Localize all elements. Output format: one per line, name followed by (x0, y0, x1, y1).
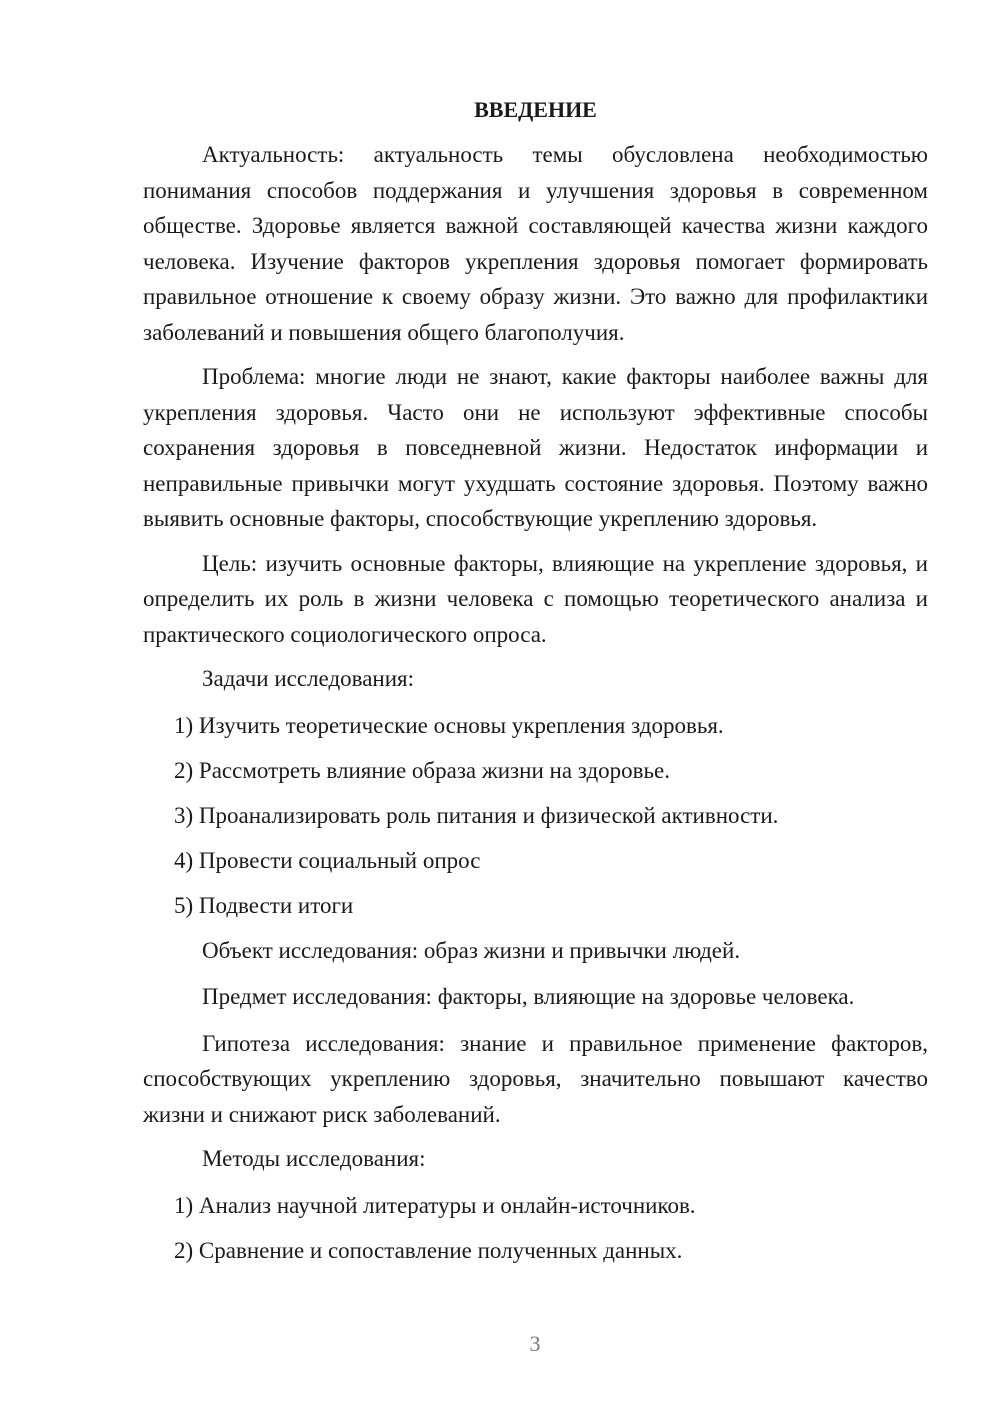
list-item: 2) Сравнение и сопоставление полученных данных. (174, 1237, 683, 1263)
object-paragraph: Объект исследования: образ жизни и привычки людей. (202, 937, 741, 963)
relevance-paragraph: Актуальность: актуальность темы обусловлена необходимостью понимания способов поддержания и улучшения здоровья в современном обществе. Здоровье является важной составляющей качества жизни каждого человека. Изучение факторов укрепления здоровья помогает формировать правильное отношение к своему образу жизни. Это важно для профилактики заболеваний и повышения общего благополучия. (143, 142, 928, 345)
methods-heading: Методы исследования: (202, 1146, 426, 1171)
list-item: 2) Рассмотреть влияние образа жизни на здоровье. (174, 757, 670, 783)
goal-paragraph: Цель: изучить основные факторы, влияющие на укрепление здоровья, и определить их роль в жизни человека с помощью теоретического анализа и практического социологического опроса. (143, 550, 928, 647)
list-item: 1) Анализ научной литературы и онлайн-источников. (174, 1192, 696, 1218)
list-item: 5) Подвести итоги (174, 892, 354, 918)
methods-list (143, 1188, 928, 1268)
page-title: ВВЕДЕНИЕ (474, 97, 597, 122)
list-item: 3) Проанализировать роль питания и физической активности. (174, 802, 779, 828)
list-item: 4) Провести социальный опрос (174, 847, 481, 873)
tasks-list (143, 708, 928, 923)
document-body (143, 94, 928, 1278)
tasks-heading: Задачи исследования: (202, 666, 415, 691)
subject-paragraph: Предмет исследования: факторы, влияющие на здоровье человека. (202, 984, 855, 1009)
page-number: 3 (529, 1331, 541, 1356)
hypothesis-paragraph: Гипотеза исследования: знание и правильное применение факторов, способствующих укреплению здоровья, значительно повышают качество жизни и снижают риск заболеваний. (143, 1030, 928, 1127)
problem-paragraph: Проблема: многие люди не знают, какие факторы наиболее важны для укрепления здоровья. Часто они не используют эффективные способы сохранения здоровья в повседневной жизни. Недостаток информации и неправильные привычки могут ухудшать состояние здоровья. Поэтому важно выявить основные факторы, способствующие укреплению здоровья. (143, 364, 928, 531)
list-item: 1) Изучить теоретические основы укрепления здоровья. (174, 712, 724, 738)
